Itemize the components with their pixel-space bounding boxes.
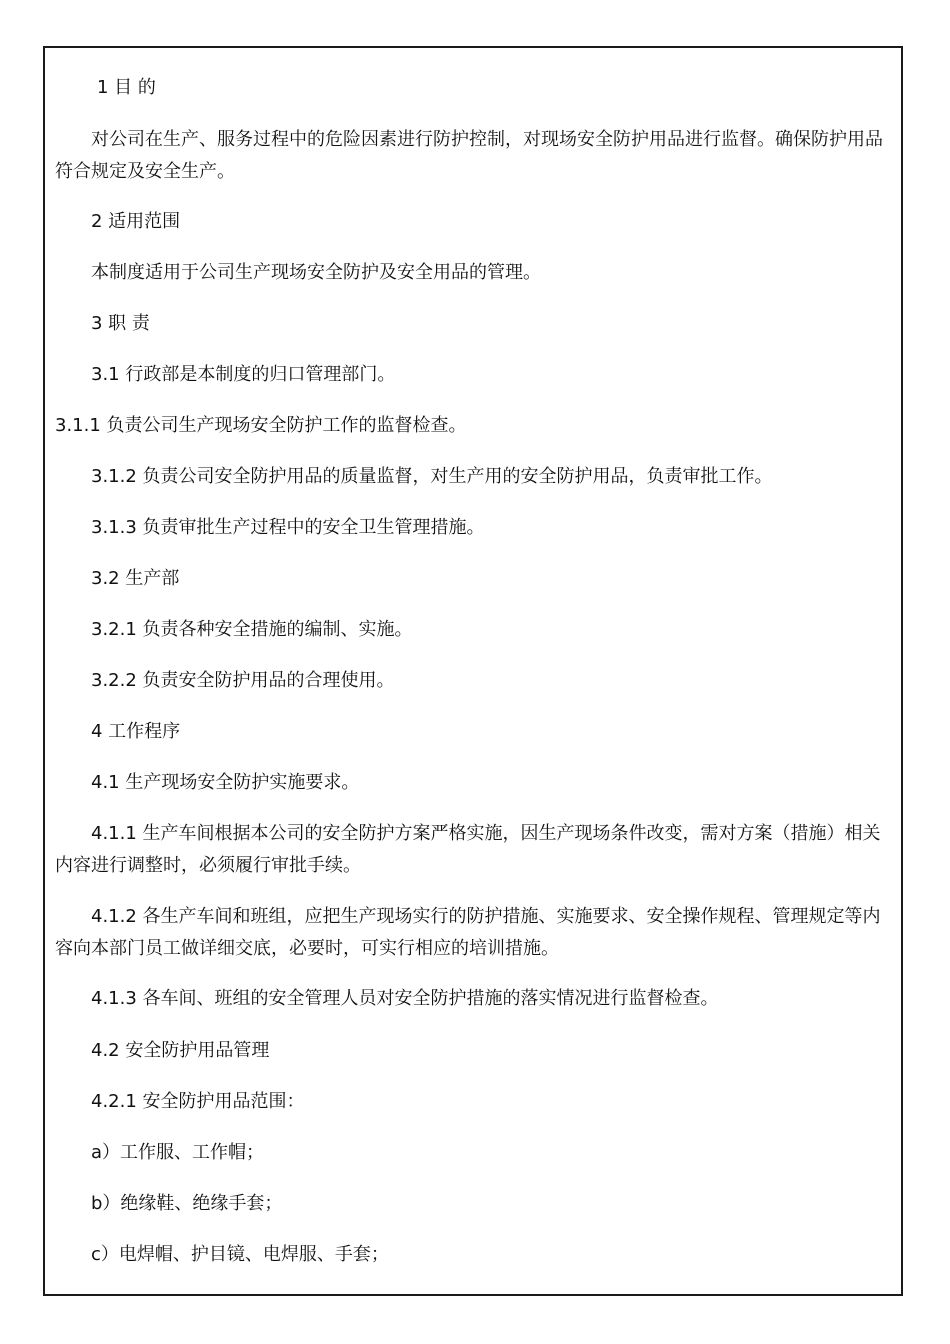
section-3-heading: 3 职 责 <box>91 313 150 334</box>
clause-3-2-2: 3.2.2 负责安全防护用品的合理使用。 <box>91 670 395 691</box>
clause-4-2: 4.2 安全防护用品管理 <box>91 1040 270 1061</box>
section-4-heading: 4 工作程序 <box>91 721 181 742</box>
clause-4-1: 4.1 生产现场安全防护实施要求。 <box>91 772 360 793</box>
document-page <box>43 46 903 1296</box>
clause-3-2: 3.2 生产部 <box>91 568 180 589</box>
clause-4-1-3: 4.1.3 各车间、班组的安全管理人员对安全防护措施的落实情况进行监督检查。 <box>91 988 719 1009</box>
clause-3-1-2: 3.1.2 负责公司安全防护用品的质量监督，对生产用的安全防护用品，负责审批工作。 <box>91 466 773 487</box>
list-item-a: a）工作服、工作帽； <box>91 1142 265 1163</box>
section-2-heading: 2 适用范围 <box>91 211 181 232</box>
clause-3-1: 3.1 行政部是本制度的归口管理部门。 <box>91 364 396 385</box>
clause-3-1-3: 3.1.3 负责审批生产过程中的安全卫生管理措施。 <box>91 517 485 538</box>
clause-3-2-1: 3.2.1 负责各种安全措施的编制、实施。 <box>91 619 413 640</box>
section-1-paragraph: 对公司在生产、服务过程中的危险因素进行防护控制，对现场安全防护用品进行监督。确保防护用品符合规定及安全生产。 <box>55 129 883 182</box>
section-1-heading: 1 目 的 <box>97 77 156 98</box>
list-item-b: b）绝缘鞋、绝缘手套； <box>91 1193 283 1214</box>
clause-4-2-1: 4.2.1 安全防护用品范围： <box>91 1091 305 1112</box>
list-item-c: c）电焊帽、护目镜、电焊服、手套； <box>91 1244 389 1265</box>
clause-4-1-2: 4.1.2 各生产车间和班组，应把生产现场实行的防护措施、实施要求、安全操作规程、管理规定等内容向本部门员工做详细交底，必要时，可实行相应的培训措施。 <box>55 906 881 959</box>
section-2-paragraph: 本制度适用于公司生产现场安全防护及安全用品的管理。 <box>91 262 541 283</box>
clause-4-1-1: 4.1.1 生产车间根据本公司的安全防护方案严格实施，因生产现场条件改变，需对方案（措施）相关内容进行调整时，必须履行审批手续。 <box>55 823 881 876</box>
clause-3-1-1: 3.1.1 负责公司生产现场安全防护工作的监督检查。 <box>55 415 467 436</box>
